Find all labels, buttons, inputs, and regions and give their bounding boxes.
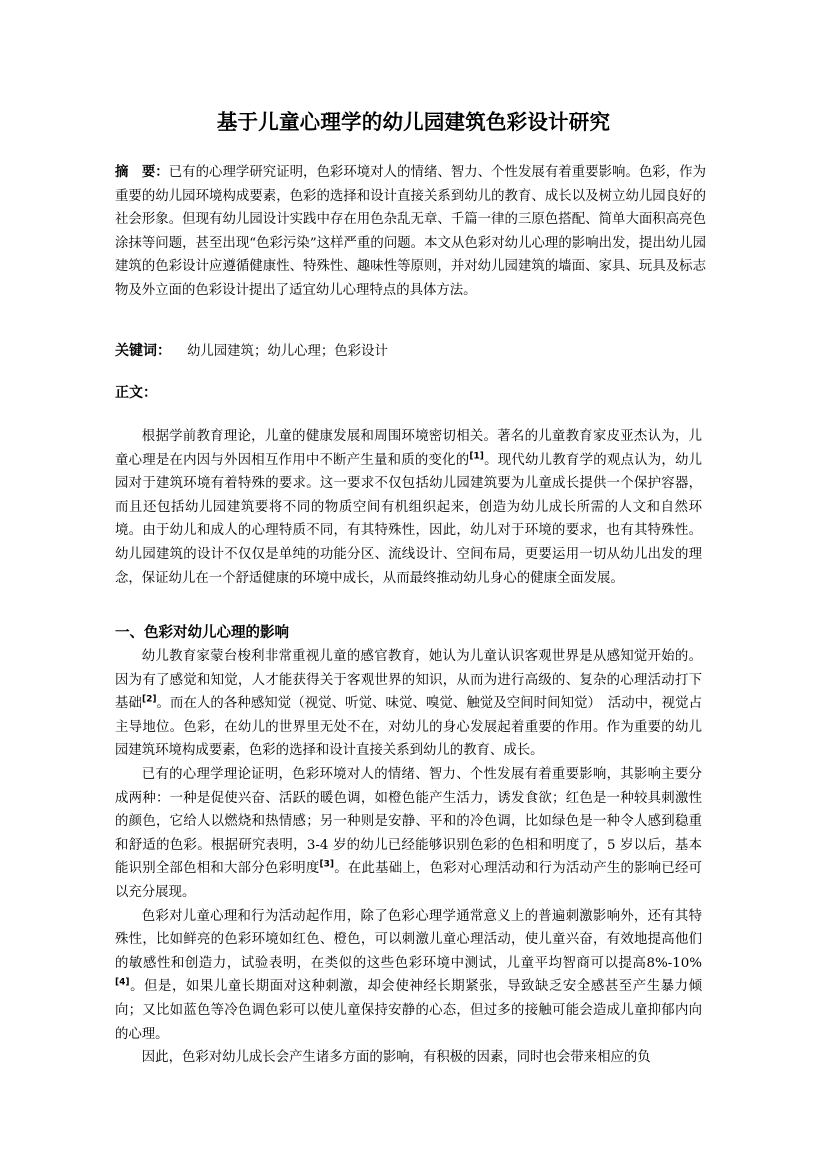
- intro-text-2: 。现代幼儿教育学的观点认为，幼儿园对于建筑环境有着特殊的要求。这一要求不仅包括幼儿园建筑要为儿童成长提供一个保护容器，而且还包括幼儿园建筑要将不同的物质空间有机组织起来，创造为幼儿成长所需的人文和自然环境。由于幼儿和成人的心理特质不同，有其特殊性，因此，幼儿对于环境的要求，也有其特殊性。幼儿园建筑的设计不仅仅是单纯的功能分区、流线设计、空间布局，更要运用一切从幼儿出发的理念，保证幼儿在一个舒适健康的环境中成长，从而最终推动幼儿身心的健康全面发展。: [115, 452, 703, 586]
- section-1-paragraph-4: 因此，色彩对幼儿成长会产生诸多方面的影响，有积极的因素，同时也会带来相应的负: [141, 1050, 651, 1066]
- citation-4: [4]: [115, 977, 130, 988]
- s1p1-text-1: 幼儿教育家蒙台梭利非常重视儿童的感官教育，她认为儿童认识客观世界是从感知觉开始的。因为有了感觉和知觉，人才能获得关于客观世界的知识，从而为进行高级的、复杂的心理活动打下基础: [115, 649, 702, 712]
- intro-paragraph: [115, 425, 702, 590]
- s1p1-text-2: 。而在人的各种感知觉（视觉、听觉、味觉、嗅觉、触觉及空间时间知觉） 活动中，视觉占主导地位。色彩，在幼儿的世界里无处不在，对幼儿的身心发展起着重要的作用。作为重要的幼儿园建筑环境构成要素，色彩的选择和设计直接关系到幼儿的教育、成长。: [115, 696, 703, 759]
- keywords-text: 幼儿园建筑；幼儿心理；色彩设计: [187, 344, 388, 359]
- s1p2-text-1: 已有的心理学理论证明，色彩环境对人的情绪、智力、个性发展有着重要影响，其影响主要分成两种：一种是促使兴奋、活跃的暖色调，如橙色能产生活力，诱发食欲；红色是一种较具刺激性的颜色，它给人以燃烧和热情感；另一种则是安静、平和的冷色调，比如绿色是一种令人感到稳重和舒适的色彩。根据研究表明，3-4 岁的幼儿已经能够识别色彩的色相和明度了，5 岁以后，基本能识别全部色相和大部分色彩明度: [115, 766, 702, 877]
- body-label: 正文：: [115, 385, 157, 401]
- abstract-text: 已有的心理学研究证明，色彩环境对人的情绪、智力、个性发展有着重要影响。色彩，作为重要的幼儿园环境构成要素，色彩的选择和设计直接关系到幼儿的教育、成长以及树立幼儿园良好的社会形象。但现有幼儿园设计实践中存在用色杂乱无章、千篇一律的三原色搭配、简单大面积高亮色涂抹等问题，甚至出现“色彩污染”这样严重的问题。本文从色彩对幼儿心理的影响出发，提出幼儿园建筑的色彩设计应遵循健康性、特殊性、趣味性等原则，并对幼儿园建筑的墙面、家具、玩具及标志物及外立面的色彩设计提出了适宜幼儿心理特点的具体方法。: [115, 165, 707, 298]
- section-1-paragraph-2: [115, 763, 702, 905]
- s1p3-text-2: 。但是，如果儿童长期面对这种刺激，却会使神经长期紧张，导致缺乏安全感甚至产生暴力倾向；又比如蓝色等冷色调色彩可以使儿童保持安静的心态，但过多的接触可能会造成儿童抑郁内向的心理。: [115, 979, 702, 1042]
- citation-2: [2]: [141, 694, 157, 705]
- abstract-label: 摘 要：: [115, 165, 169, 180]
- keywords-label: 关键词：: [115, 343, 171, 359]
- keywords: [115, 339, 706, 364]
- s1p2-text-2: 。在此基础上，色彩对心理活动和行为活动产生的影响已经可以充分展现。: [115, 861, 703, 900]
- section-1-paragraph-3: [115, 905, 702, 1047]
- s1p3-text-1: 色彩对儿童心理和行为活动起作用，除了色彩心理学通常意义上的普遍刺激影响外，还有其特殊性，比如鲜亮的色彩环境如红色、橙色，可以刺激儿童心理活动，使儿童兴奋，有效地提高他们的敏感性和创造力，试验表明，在类似的这些色彩环境中测试，儿童平均智商可以提高8%-10%: [115, 908, 702, 971]
- section-1-heading: 一、色彩对幼儿心理的影响: [115, 624, 289, 641]
- citation-1: [1]: [469, 451, 484, 462]
- section-1: [115, 621, 702, 1070]
- section-1-paragraph-1: [115, 645, 702, 763]
- paper-title: 基于儿童心理学的幼儿园建筑色彩设计研究: [216, 110, 611, 134]
- abstract: [115, 161, 706, 303]
- citation-3: [3]: [319, 859, 334, 870]
- intro-text-1: 根据学前教育理论，儿童的健康发展和周围环境密切相关。著名的儿童教育家皮亚杰认为，儿童心理是在内因与外因相互作用中不断产生量和质的变化的: [115, 429, 702, 468]
